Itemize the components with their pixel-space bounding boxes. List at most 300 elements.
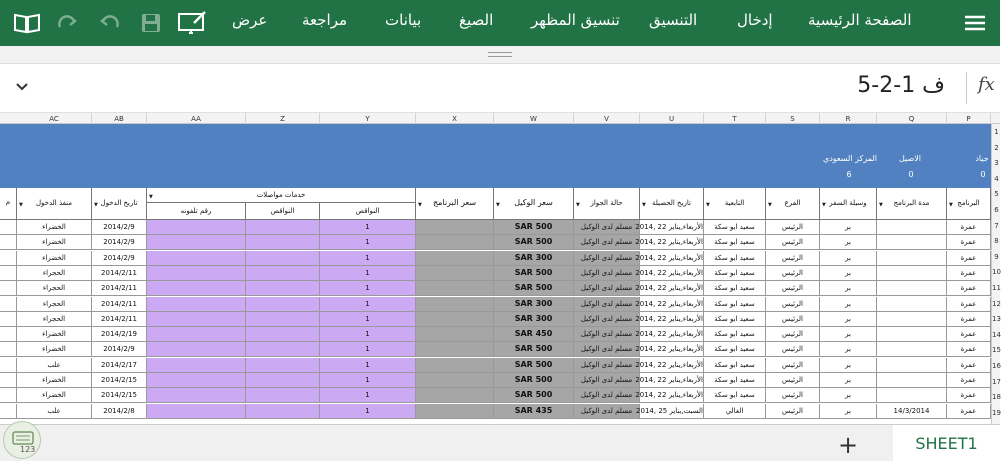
cell-travel[interactable]: بر [820, 404, 877, 419]
table-cell[interactable] [0, 327, 17, 342]
cell-prog[interactable]: عمرة [947, 266, 991, 281]
row-number[interactable]: 4 [994, 174, 999, 183]
cell-travel[interactable]: بر [820, 388, 877, 403]
cell-travel[interactable]: بر [820, 266, 877, 281]
table-cell[interactable] [147, 297, 246, 312]
header-affiliation[interactable] [704, 188, 766, 220]
header-program[interactable] [947, 188, 991, 220]
tab-view[interactable]: عرض [232, 11, 268, 29]
cell-missing[interactable]: 1 [320, 327, 416, 342]
cell-dur[interactable] [877, 373, 947, 388]
cell-price[interactable]: SAR 500 [494, 266, 574, 281]
table-cell[interactable] [416, 220, 494, 235]
table-cell[interactable] [0, 251, 17, 266]
header-collection-date[interactable] [640, 188, 704, 220]
filter-dropdown-icon[interactable]: ▼ [822, 202, 826, 208]
table-cell[interactable] [147, 220, 246, 235]
row-number[interactable]: 13 [992, 315, 1001, 324]
cell-coll[interactable]: الأربعاء,يناير 22 ,2014 [640, 266, 704, 281]
sheet-tab-sheet1[interactable]: SHEET1 [893, 425, 1000, 462]
column-header-z[interactable]: Z [246, 113, 320, 125]
cell-dur[interactable] [877, 297, 947, 312]
cell-branch[interactable]: الرئيس [766, 297, 820, 312]
table-cell[interactable] [0, 358, 17, 373]
cell-prog[interactable]: عمرة [947, 342, 991, 357]
column-header-u[interactable]: U [640, 113, 704, 125]
cell-port[interactable]: الخضراء [17, 235, 92, 250]
cell-branch[interactable]: الرئيس [766, 342, 820, 357]
cell-travel[interactable]: بر [820, 312, 877, 327]
header-entry-port[interactable] [17, 188, 92, 220]
cell-prog[interactable]: عمرة [947, 220, 991, 235]
table-cell[interactable] [147, 388, 246, 403]
cell-coll[interactable]: الأربعاء,يناير 22 ,2014 [640, 388, 704, 403]
cell-price[interactable]: SAR 500 [494, 281, 574, 296]
cell-coll[interactable]: الأربعاء,يناير 22 ,2014 [640, 358, 704, 373]
cell-aff[interactable]: سعيد ابو سكة [704, 235, 766, 250]
filter-dropdown-icon[interactable]: ▼ [94, 202, 98, 208]
table-cell[interactable] [147, 281, 246, 296]
cell-travel[interactable]: بر [820, 220, 877, 235]
table-cell[interactable] [246, 327, 320, 342]
table-cell[interactable] [0, 235, 17, 250]
header-comm-group[interactable] [147, 188, 416, 203]
filter-dropdown-icon[interactable]: ▼ [949, 202, 953, 208]
ribbon-collapse-bar[interactable] [0, 46, 1000, 64]
summary-label-asil: الاصيل [898, 154, 922, 163]
table-cell[interactable] [0, 342, 17, 357]
cell-travel[interactable]: بر [820, 251, 877, 266]
table-cell[interactable] [246, 404, 320, 419]
cell-status[interactable]: مسلم لدى الوكيل [574, 251, 640, 266]
formula-bar [0, 64, 1000, 112]
cell-missing[interactable]: 1 [320, 297, 416, 312]
cell-port[interactable]: الخضراء [17, 373, 92, 388]
keyboard-toggle-button[interactable] [3, 421, 41, 459]
table-cell[interactable] [246, 281, 320, 296]
cell-aff[interactable]: سعيد ابو سكة [704, 220, 766, 235]
cell-branch[interactable]: الرئيس [766, 404, 820, 419]
cell-aff[interactable]: سعيد ابو سكة [704, 297, 766, 312]
row-number[interactable]: 17 [992, 377, 1001, 386]
cell-coll[interactable]: الأربعاء,يناير 22 ,2014 [640, 312, 704, 327]
header-passport-status-label: حالة الجواز [590, 199, 623, 207]
column-header-aa[interactable]: AA [147, 113, 246, 125]
cell-missing[interactable]: 1 [320, 312, 416, 327]
header-program-duration-label: مدة البرنامج [893, 199, 930, 207]
cell-prog[interactable]: عمرة [947, 327, 991, 342]
table-cell[interactable] [147, 312, 246, 327]
table-cell[interactable] [246, 358, 320, 373]
table-cell[interactable] [246, 373, 320, 388]
cell-coll[interactable]: الأربعاء,يناير 22 ,2014 [640, 220, 704, 235]
cell-branch[interactable]: الرئيس [766, 235, 820, 250]
book-icon[interactable] [12, 8, 42, 38]
row-number[interactable]: 8 [994, 237, 999, 246]
cell-price[interactable]: SAR 500 [494, 342, 574, 357]
cell-travel[interactable]: بر [820, 297, 877, 312]
column-header-v[interactable]: V [574, 113, 640, 125]
cell-date[interactable]: 2014/2/19 [92, 327, 147, 342]
cell-branch[interactable]: الرئيس [766, 388, 820, 403]
cell-status[interactable]: مسلم لدى الوكيل [574, 327, 640, 342]
cell-coll[interactable]: الأربعاء,يناير 22 ,2014 [640, 235, 704, 250]
table-cell[interactable] [0, 373, 17, 388]
cell-dur[interactable] [877, 235, 947, 250]
cell-coll[interactable]: السبت,يناير 25 ,2014 [640, 404, 704, 419]
cell-price[interactable]: SAR 500 [494, 373, 574, 388]
table-cell[interactable] [246, 235, 320, 250]
tab-format[interactable]: التنسيق [649, 11, 698, 29]
header-comm-group-label: خدمات مواصلات [256, 191, 306, 199]
column-header-p[interactable]: P [947, 113, 991, 125]
cell-dur[interactable] [877, 281, 947, 296]
edit-screen-icon[interactable] [176, 8, 210, 38]
cell-missing[interactable]: 1 [320, 235, 416, 250]
cell-price[interactable]: SAR 300 [494, 297, 574, 312]
cell-status[interactable]: مسلم لدى الوكيل [574, 297, 640, 312]
column-header-y[interactable]: Y [320, 113, 416, 125]
cell-status[interactable]: مسلم لدى الوكيل [574, 342, 640, 357]
table-cell[interactable] [0, 388, 17, 403]
cell-dur[interactable]: 14/3/2014 [877, 404, 947, 419]
cell-prog[interactable]: عمرة [947, 358, 991, 373]
keyboard-icon [4, 422, 42, 460]
summary-value-asil: 0 [908, 170, 914, 179]
cell-port[interactable]: الخضراء [17, 251, 92, 266]
tab-page-layout[interactable]: تنسيق المظهر [531, 11, 620, 29]
hamburger-menu-icon[interactable] [960, 8, 990, 38]
table-cell[interactable] [416, 281, 494, 296]
cell-dur[interactable] [877, 312, 947, 327]
row-number[interactable]: 7 [994, 221, 999, 230]
row-number[interactable]: 19 [992, 408, 1001, 417]
table-cell[interactable] [246, 266, 320, 281]
table-cell[interactable] [416, 358, 494, 373]
cell-port[interactable]: الحجراء [17, 297, 92, 312]
header-missing-1[interactable]: النواقص [246, 203, 320, 220]
cell-travel[interactable]: بر [820, 235, 877, 250]
formula-divider [966, 72, 967, 104]
tab-review[interactable]: مراجعة [302, 11, 348, 29]
table-cell[interactable] [246, 220, 320, 235]
cell-prog[interactable]: عمرة [947, 251, 991, 266]
cell-port[interactable]: الخضراء [17, 342, 92, 357]
cell-status[interactable]: مسلم لدى الوكيل [574, 358, 640, 373]
cell-travel[interactable]: بر [820, 342, 877, 357]
cell-prog[interactable]: عمرة [947, 297, 991, 312]
keyboard-badge: 123 [20, 445, 36, 454]
cell-branch[interactable]: الرئيس [766, 281, 820, 296]
drag-handle-icon[interactable] [488, 52, 512, 57]
cell-branch[interactable]: الرئيس [766, 312, 820, 327]
cell-status[interactable]: مسلم لدى الوكيل [574, 281, 640, 296]
header-row-no[interactable]: م [0, 188, 17, 220]
cell-missing[interactable]: 1 [320, 220, 416, 235]
tab-formulas[interactable]: الصيغ [459, 11, 494, 29]
table-cell[interactable] [416, 327, 494, 342]
cell-status[interactable]: مسلم لدى الوكيل [574, 388, 640, 403]
row-number[interactable]: 9 [994, 252, 999, 261]
summary-value-saudi-center: 6 [846, 170, 852, 179]
cell-dur[interactable] [877, 251, 947, 266]
cell-date[interactable]: 2014/2/9 [92, 342, 147, 357]
row-number[interactable]: 16 [992, 362, 1001, 370]
cell-dur[interactable] [877, 220, 947, 235]
cell-status[interactable]: مسلم لدى الوكيل [574, 220, 640, 235]
row-number[interactable]: 2 [994, 143, 999, 152]
filter-dropdown-icon[interactable]: ▼ [149, 194, 153, 200]
cell-dur[interactable] [877, 342, 947, 357]
table-cell[interactable] [147, 373, 246, 388]
cell-status[interactable]: مسلم لدى الوكيل [574, 373, 640, 388]
row-number[interactable]: 18 [992, 393, 1001, 402]
header-program-price-label: سعر البرنامج [432, 198, 477, 207]
undo-icon[interactable] [95, 8, 123, 38]
cell-price[interactable]: SAR 500 [494, 235, 574, 250]
spreadsheet-grid[interactable] [0, 188, 991, 424]
cell-date[interactable]: 2014/2/15 [92, 388, 147, 403]
cell-price[interactable]: SAR 300 [494, 312, 574, 327]
cell-price[interactable]: SAR 500 [494, 220, 574, 235]
cell-missing[interactable]: 1 [320, 281, 416, 296]
table-cell[interactable] [147, 404, 246, 419]
tab-data[interactable]: بيانات [385, 11, 422, 29]
chevron-down-icon[interactable] [12, 76, 32, 96]
cell-travel[interactable]: بر [820, 281, 877, 296]
row-number[interactable]: 1 [994, 128, 999, 136]
table-cell[interactable] [246, 251, 320, 266]
cell-aff[interactable]: سعيد ابو سكة [704, 266, 766, 281]
cell-date[interactable]: 2014/2/11 [92, 281, 147, 296]
table-cell[interactable] [147, 235, 246, 250]
cell-travel[interactable]: بر [820, 358, 877, 373]
row-number[interactable]: 3 [994, 159, 999, 168]
filter-dropdown-icon[interactable]: ▼ [496, 202, 500, 208]
header-program-duration[interactable] [877, 188, 947, 220]
table-cell[interactable] [0, 404, 17, 419]
cell-missing[interactable]: 1 [320, 388, 416, 403]
header-phone[interactable]: رقم تلفونه [147, 203, 246, 220]
cell-dur[interactable] [877, 327, 947, 342]
cell-status[interactable]: مسلم لدى الوكيل [574, 404, 640, 419]
save-icon[interactable] [137, 8, 165, 38]
summary-label-saudi-center: المركز السعودي [822, 154, 878, 163]
row-number[interactable]: 6 [994, 206, 999, 214]
cell-date[interactable]: 2014/2/9 [92, 251, 147, 266]
table-cell[interactable] [416, 235, 494, 250]
cell-missing[interactable]: 1 [320, 373, 416, 388]
cell-status[interactable]: مسلم لدى الوكيل [574, 235, 640, 250]
table-cell[interactable] [416, 251, 494, 266]
cell-aff[interactable]: سعيد ابو سكة [704, 312, 766, 327]
fx-icon[interactable]: fx [978, 74, 995, 95]
header-collection-date-label: تاريخ الحصيلة [651, 199, 691, 207]
row-number[interactable]: 14 [992, 330, 1001, 339]
table-cell[interactable] [147, 342, 246, 357]
column-header-w[interactable]: W [494, 113, 574, 125]
cell-dur[interactable] [877, 266, 947, 281]
cell-missing[interactable]: 1 [320, 266, 416, 281]
cell-prog[interactable]: عمرة [947, 388, 991, 403]
cell-aff[interactable]: سعيد ابو سكة [704, 281, 766, 296]
cell-coll[interactable]: الأربعاء,يناير 22 ,2014 [640, 342, 704, 357]
cell-port[interactable]: علب [17, 404, 92, 419]
cell-missing[interactable]: 1 [320, 404, 416, 419]
cell-port[interactable]: الحجراء [17, 312, 92, 327]
table-cell[interactable] [147, 266, 246, 281]
add-sheet-button[interactable]: + [838, 431, 859, 459]
cell-travel[interactable]: بر [820, 327, 877, 342]
table-cell[interactable] [147, 327, 246, 342]
header-branch[interactable] [766, 188, 820, 220]
table-cell[interactable] [416, 297, 494, 312]
header-passport-status[interactable] [574, 188, 640, 220]
formula-input[interactable]: ف 1-2-5 [857, 73, 945, 98]
cell-aff[interactable]: سعيد ابو سكة [704, 251, 766, 266]
cell-prog[interactable]: عمرة [947, 373, 991, 388]
table-cell[interactable] [416, 388, 494, 403]
cell-dur[interactable] [877, 358, 947, 373]
summary-value-jiyad: 0 [980, 170, 986, 179]
column-header-x[interactable]: X [416, 113, 494, 125]
cell-aff[interactable]: سعيد ابو سكة [704, 388, 766, 403]
header-branch-label: الفرع [784, 199, 801, 207]
cell-date[interactable]: 2014/2/15 [92, 373, 147, 388]
cell-port[interactable]: الحجراء [17, 281, 92, 296]
header-missing-2[interactable]: النواقص [320, 203, 416, 220]
cell-missing[interactable]: 1 [320, 358, 416, 373]
header-entry-date-label: تاريخ الدخول [100, 199, 138, 207]
cell-port[interactable]: الخضراء [17, 327, 92, 342]
cell-price[interactable]: SAR 435 [494, 404, 574, 419]
cell-coll[interactable]: الأربعاء,يناير 22 ,2014 [640, 373, 704, 388]
cell-port[interactable]: الحجراء [17, 266, 92, 281]
cell-aff[interactable]: سعيد ابو سكة [704, 342, 766, 357]
table-cell[interactable] [416, 342, 494, 357]
table-cell[interactable] [246, 312, 320, 327]
column-header-q[interactable]: Q [877, 113, 947, 125]
cell-travel[interactable]: بر [820, 373, 877, 388]
table-cell[interactable] [0, 297, 17, 312]
header-agent-price[interactable] [494, 188, 574, 220]
cell-status[interactable]: مسلم لدى الوكيل [574, 312, 640, 327]
cell-coll[interactable]: الأربعاء,يناير 22 ,2014 [640, 297, 704, 312]
cell-prog[interactable]: عمرة [947, 312, 991, 327]
filter-dropdown-icon[interactable]: ▼ [768, 202, 772, 208]
cell-aff[interactable]: سعيد ابو سكة [704, 373, 766, 388]
redo-icon[interactable] [54, 8, 82, 38]
cell-aff[interactable]: سعيد ابو سكة [704, 327, 766, 342]
table-cell[interactable] [246, 297, 320, 312]
cell-date[interactable]: 2014/2/11 [92, 312, 147, 327]
cell-missing[interactable]: 1 [320, 342, 416, 357]
cell-date[interactable]: 2014/2/17 [92, 358, 147, 373]
filter-dropdown-icon[interactable]: ▼ [576, 202, 580, 208]
filter-dropdown-icon[interactable]: ▼ [642, 202, 646, 208]
cell-date[interactable]: 2014/2/9 [92, 220, 147, 235]
cell-date[interactable]: 2014/2/9 [92, 235, 147, 250]
cell-date[interactable]: 2014/2/11 [92, 266, 147, 281]
table-cell[interactable] [416, 266, 494, 281]
cell-prog[interactable]: عمرة [947, 235, 991, 250]
row-number[interactable]: 11 [992, 284, 1001, 292]
cell-coll[interactable]: الأربعاء,يناير 22 ,2014 [640, 327, 704, 342]
cell-branch[interactable]: الرئيس [766, 220, 820, 235]
cell-dur[interactable] [877, 388, 947, 403]
tab-home[interactable]: الصفحة الرئيسية [808, 11, 912, 29]
table-cell[interactable] [416, 312, 494, 327]
column-header-s[interactable]: S [766, 113, 820, 125]
header-entry-date[interactable] [92, 188, 147, 220]
cell-status[interactable]: مسلم لدى الوكيل [574, 266, 640, 281]
header-entry-port-label: منفذ الدخول [35, 199, 73, 207]
cell-date[interactable]: 2014/2/8 [92, 404, 147, 419]
table-cell[interactable] [0, 220, 17, 235]
sheet-tab-bar [0, 424, 1000, 461]
cell-port[interactable]: علب [17, 358, 92, 373]
column-header-ab[interactable]: AB [92, 113, 147, 125]
table-cell[interactable] [0, 281, 17, 296]
table-cell[interactable] [416, 373, 494, 388]
header-program-label: البرنامج [957, 199, 980, 207]
cell-price[interactable]: SAR 450 [494, 327, 574, 342]
filter-dropdown-icon[interactable]: ▼ [19, 202, 23, 208]
cell-price[interactable]: SAR 500 [494, 388, 574, 403]
cell-branch[interactable]: الرئيس [766, 358, 820, 373]
cell-aff[interactable]: سعيد ابو سكة [704, 358, 766, 373]
column-header-r[interactable]: R [820, 113, 877, 125]
row-number[interactable]: 12 [992, 299, 1001, 308]
table-cell[interactable] [416, 404, 494, 419]
row-number[interactable]: 10 [992, 268, 1001, 277]
cell-branch[interactable]: الرئيس [766, 373, 820, 388]
table-cell[interactable] [246, 342, 320, 357]
filter-dropdown-icon[interactable]: ▼ [418, 202, 422, 208]
tab-insert[interactable]: إدخال [737, 11, 773, 29]
table-cell[interactable] [0, 312, 17, 327]
column-header-ac[interactable]: AC [17, 113, 92, 125]
cell-port[interactable]: الخضراء [17, 388, 92, 403]
cell-price[interactable]: SAR 300 [494, 251, 574, 266]
filter-dropdown-icon[interactable]: ▼ [879, 202, 883, 208]
cell-branch[interactable]: الرئيس [766, 327, 820, 342]
header-program-price[interactable] [416, 188, 494, 220]
cell-prog[interactable]: عمرة [947, 281, 991, 296]
cell-aff[interactable]: الغالي [704, 404, 766, 419]
table-cell[interactable] [246, 388, 320, 403]
cell-coll[interactable]: الأربعاء,يناير 22 ,2014 [640, 281, 704, 296]
header-affiliation-label: التابعية [724, 199, 745, 207]
cell-branch[interactable]: الرئيس [766, 266, 820, 281]
cell-prog[interactable]: عمرة [947, 404, 991, 419]
table-cell[interactable] [0, 266, 17, 281]
cell-price[interactable]: SAR 500 [494, 358, 574, 373]
column-headers [0, 112, 1000, 124]
column-header-t[interactable]: T [704, 113, 766, 125]
cell-port[interactable]: الخضراء [17, 220, 92, 235]
header-travel-means[interactable] [820, 188, 877, 220]
row-number[interactable]: 15 [992, 346, 1001, 355]
table-cell[interactable] [147, 358, 246, 373]
cell-missing[interactable]: 1 [320, 251, 416, 266]
cell-date[interactable]: 2014/2/11 [92, 297, 147, 312]
row-number[interactable]: 5 [994, 190, 999, 199]
filter-dropdown-icon[interactable]: ▼ [706, 202, 710, 208]
table-cell[interactable] [147, 251, 246, 266]
cell-coll[interactable]: الأربعاء,يناير 22 ,2014 [640, 251, 704, 266]
cell-branch[interactable]: الرئيس [766, 251, 820, 266]
